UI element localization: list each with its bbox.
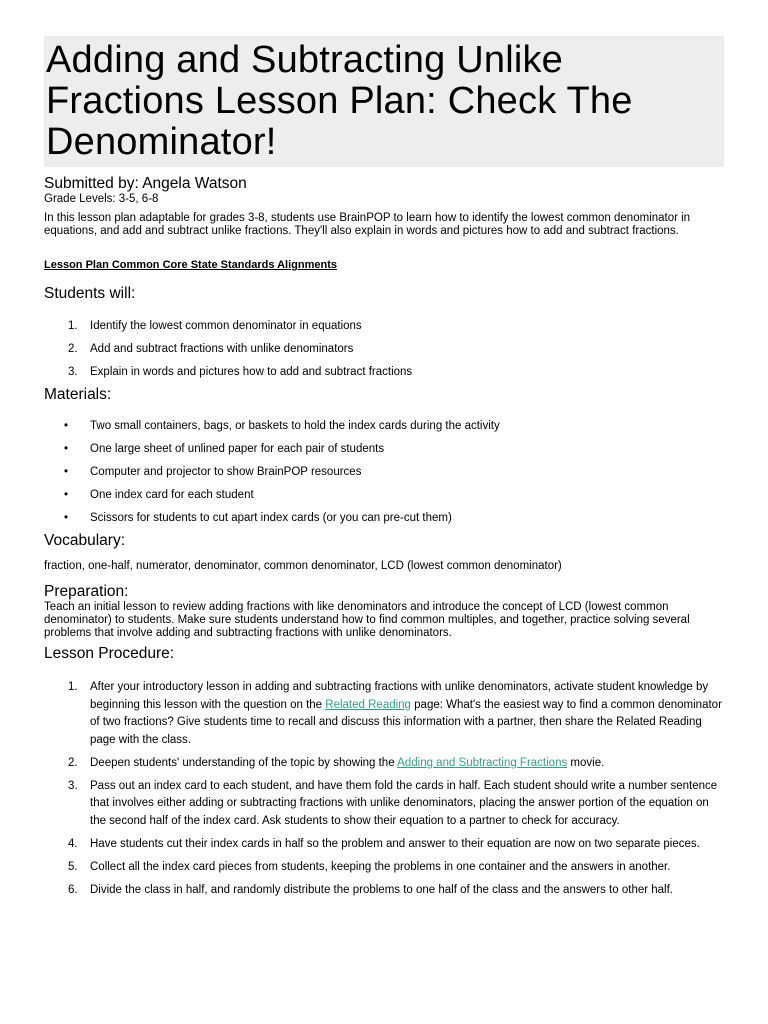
intro-paragraph: In this lesson plan adaptable for grades 3-8, students use BrainPOP to learn how to identify the lowest common denominator in equations, and add and subtract unlike fractions. They'll also explain in words and pictures how to add and subtract fractions. [44, 212, 691, 237]
list-item [44, 364, 724, 382]
list-item-text: Deepen students' understanding of the topic by showing the [90, 756, 398, 769]
list-number: 1. [68, 320, 78, 332]
list-item [44, 318, 724, 336]
list-item-text: Explain in words and pictures how to add and subtract fractions [90, 365, 413, 378]
preparation-text: Teach an initial lesson to review adding fractions with like denominators and introduce the concept of LCD (lowest common denominator) to students. Make sure students understand how to find common multiples, and together, practice solving several problems that involve adding and subtracting fractions with unlike denominators. [44, 601, 690, 639]
list-item-text: Two small containers, bags, or baskets to hold the index cards during the activity [90, 420, 500, 433]
procedure-heading: Lesson Procedure: [44, 645, 175, 663]
list-item [44, 464, 724, 482]
list-number: 4. [68, 837, 78, 850]
movie-link[interactable]: Adding and Subtracting Fractions [397, 756, 568, 769]
vocabulary-heading: Vocabulary: [44, 532, 125, 550]
vocabulary-text: fraction, one-half, numerator, denominator, common denominator, LCD (lowest common denominator) [44, 560, 562, 573]
list-item [44, 836, 724, 854]
list-item-text: Scissors for students to cut apart index cards (or you can pre-cut them) [90, 511, 452, 524]
students-will-list [44, 318, 724, 381]
standards-link[interactable]: Lesson Plan Common Core State Standards Alignments [44, 259, 337, 271]
bullet-icon: • [64, 511, 69, 524]
list-item-text: Identify the lowest common denominator in equations [90, 320, 362, 332]
list-item-text: Add and subtract fractions with unlike denominators [90, 342, 354, 355]
list-item [44, 341, 724, 359]
list-number: 6. [68, 883, 78, 896]
list-item-text: Pass out an index card to each student, and have them fold the cards in half. Each student should write a number sentence that involves either adding or subtracting fractions with unlike denominators, placing the answer portion of the equation on the second half of the index card. Ask students to show their equation to a partner to check for accuracy. [90, 779, 718, 827]
bullet-icon: • [64, 488, 69, 501]
grade-levels: Grade Levels: 3-5, 6-8 [44, 193, 159, 205]
page-title: Adding and Subtracting Unlike Fractions Lesson Plan: Check The Denominator! [46, 39, 633, 163]
list-number: 5. [68, 860, 78, 873]
list-number: 3. [68, 779, 78, 792]
bullet-icon: • [64, 420, 69, 433]
students-will-heading: Students will: [44, 285, 136, 302]
list-number: 1. [68, 681, 78, 694]
list-item [44, 859, 724, 877]
list-item [44, 679, 724, 749]
list-number: 3. [68, 365, 78, 378]
procedure-list [44, 679, 724, 899]
list-item [44, 755, 724, 773]
list-item-text: One index card for each student [90, 488, 254, 501]
list-item-text: Have students cut their index cards in half so the problem and answer to their equation are now on two separate pieces. [90, 837, 700, 850]
list-item-text: Divide the class in half, and randomly distribute the problems to one half of the class and the answers to other half. [90, 883, 673, 896]
list-item [44, 418, 724, 436]
document-page [44, 36, 724, 905]
list-item-text: After your introductory lesson in adding and subtracting fractions with unlike denominators, activate student knowledge by beginning this lesson with the question on the [90, 681, 709, 711]
bullet-icon: • [64, 443, 69, 456]
list-item-text: movie. [567, 756, 605, 769]
list-item-text: Computer and projector to show BrainPOP resources [90, 465, 362, 478]
list-item-text: One large sheet of unlined paper for each pair of students [90, 443, 385, 456]
list-item-text: page: What's the easiest way to find a common denominator of two fractions? Give students time to recall and discuss this information with a partner, then share the Related Reading page with the class. [90, 698, 722, 746]
submitted-by: Submitted by: Angela Watson [44, 175, 247, 192]
list-item [44, 882, 724, 900]
list-number: 2. [68, 756, 78, 769]
list-item [44, 510, 724, 528]
bullet-icon: • [64, 465, 69, 478]
list-item [44, 441, 724, 459]
preparation-heading: Preparation: [44, 583, 129, 601]
materials-heading: Materials: [44, 386, 112, 404]
related-reading-link[interactable]: Related Reading [325, 698, 411, 711]
list-number: 2. [68, 342, 78, 355]
materials-list [44, 418, 724, 527]
list-item-text: Collect all the index card pieces from students, keeping the problems in one container and the answers in another. [90, 860, 671, 873]
list-item [44, 487, 724, 505]
title-banner [44, 36, 724, 167]
list-item [44, 778, 724, 831]
